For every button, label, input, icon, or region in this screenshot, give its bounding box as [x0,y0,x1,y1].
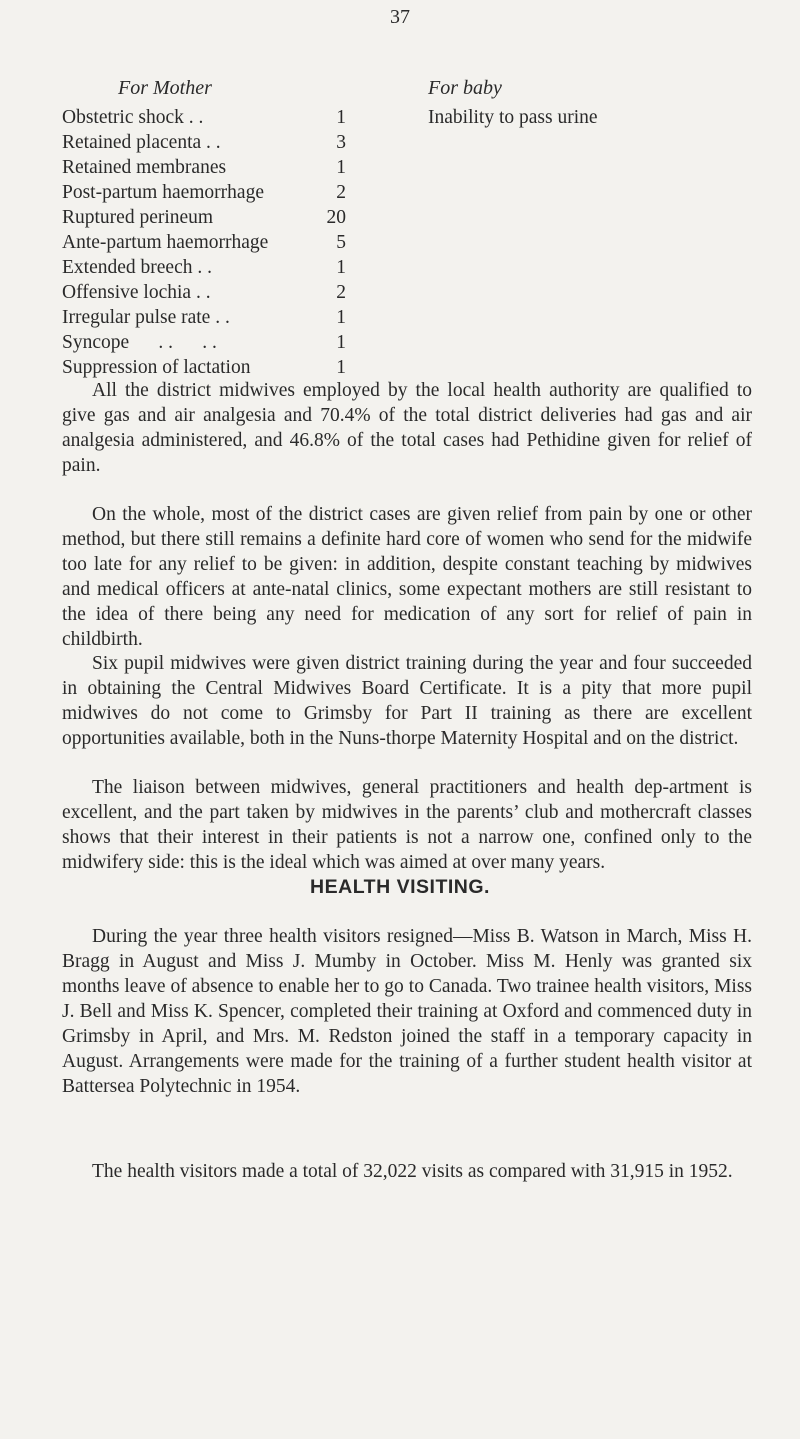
condition-count: 2 [336,282,346,303]
list-item [62,355,392,380]
list-item [62,180,392,205]
condition-count: 2 [336,182,346,203]
condition-label: Irregular pulse rate [62,307,211,328]
health-visitors-staff-paragraph: During the year three health visitors resigned—Miss B. Watson in March, Miss H. Bragg in August and Miss J. Mumby in October. Miss M. Henly was granted six months leave of absence to enable her to go to Canada. Two trainee health visitors, Miss J. Bell and Miss K. Spencer, completed their training at Oxford and commenced duty in Grimsby in April, and Mrs. M. Redston joined the staff in a temporary capacity in August. Arrangements were made for the training of a further student health visitor at Battersea Polytechnic in 1954. [62,926,752,1097]
pupil-midwives-paragraph: Six pupil midwives were given district training during the year and four succeeded in obtaining the Central Midwives Board Certificate. It is a pity that more pupil midwives do not come to Grimsby for Part II training as there are excellent opportunities available, both in the Nuns-thorpe Maternity Hospital and on the district. [62,653,752,749]
mother-column-heading: For Mother [118,77,212,99]
condition-label: Retained membranes [62,157,227,178]
page-number: 37 [390,6,410,28]
condition-label: Obstetric shock [62,107,184,128]
condition-count: 1 [336,257,346,278]
condition-count: 1 [336,307,346,328]
condition-count: 1 [336,157,346,178]
leader-dots: . . [191,282,211,303]
condition-label: Extended breech [62,257,193,278]
pain-relief-paragraph: On the whole, most of the district cases are given relief from pain by one or other method, but there still remains a definite hard core of women who send for the midwife too late for any relief to be given: in addition, despite constant teaching by midwives and medical officers at ante-natal clinics, some expectant mothers are still resistant to the idea of there being any need for medication of any sort for relief of pain in childbirth. [62,504,752,650]
condition-count: 3 [336,132,346,153]
leader-dots: . . [210,307,230,328]
condition-count: 1 [336,357,346,378]
condition-label: Ruptured perineum [62,207,214,228]
list-item: Inability to pass urine [428,107,598,128]
list-item [62,205,392,230]
health-visits-total-paragraph: The health visitors made a total of 32,022 visits as compared with 31,915 in 1952. [92,1161,733,1182]
section-heading: HEALTH VISITING. [310,876,490,898]
leader-dots: . . [201,132,221,153]
leader-dots: . . [192,257,212,278]
condition-label: Syncope [62,332,130,353]
condition-label: Retained placenta [62,132,202,153]
leader-dots: . . . . [129,332,217,353]
list-item [62,280,392,305]
condition-label: Suppression of lactation [62,357,251,378]
condition-count: 1 [336,332,346,353]
condition-count: 20 [326,207,346,228]
condition-label: Post-partum haemorrhage [62,182,264,203]
list-item [62,105,392,130]
mother-conditions-list [62,105,392,380]
baby-column-heading: For baby [428,77,502,99]
list-item [62,305,392,330]
condition-count: 5 [336,232,346,253]
condition-label: Offensive lochia [62,282,192,303]
list-item [62,130,392,155]
condition-count: 1 [336,107,346,128]
baby-conditions-list [428,105,598,130]
list-item [62,230,392,255]
leader-dots: . . [183,107,204,128]
liaison-paragraph: The liaison between midwives, general practitioners and health dep-artment is excellent, and the part taken by midwives in the parents’ club and mothercraft classes shows that their interest in their patients is not a narrow one, confined only to the midwifery side: this is the ideal which was aimed at over many years. [62,777,752,873]
list-item [62,255,392,280]
list-item [62,155,392,180]
analgesia-paragraph: All the district midwives employed by the local health authority are qualified to give gas and air analgesia and 70.4% of the total district deliveries had gas and air analgesia administered, and 46.8% of the total cases had Pethidine given for relief of pain. [62,380,752,476]
list-item [62,330,392,355]
condition-label: Ante-partum haemorrhage [62,232,269,253]
